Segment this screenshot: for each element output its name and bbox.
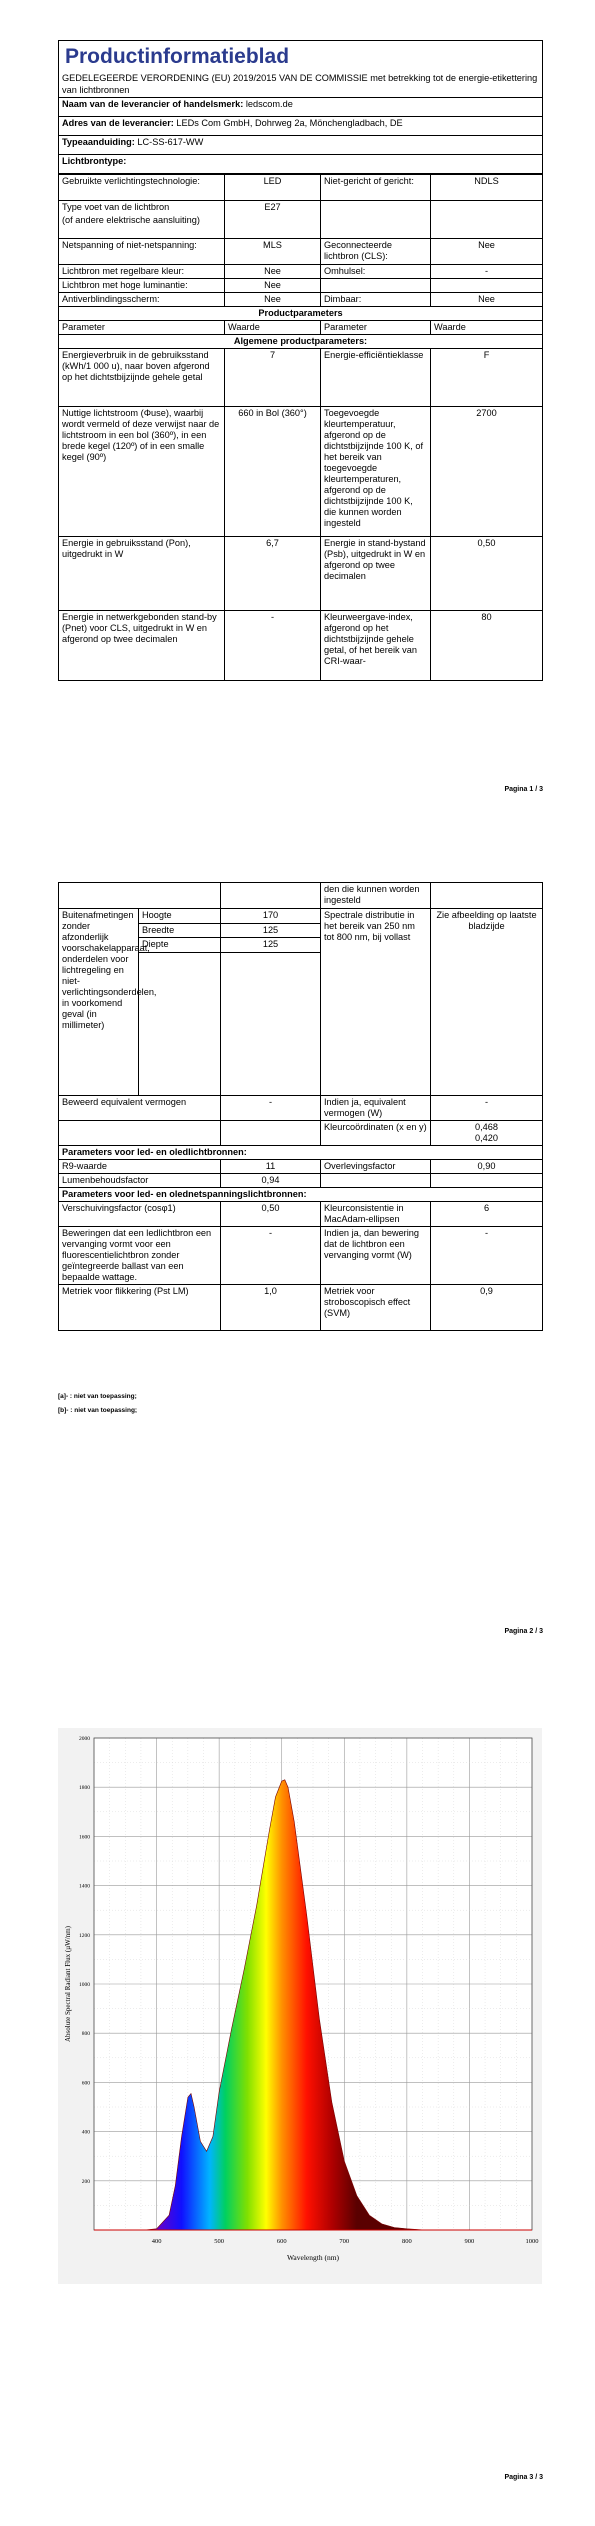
x-tick-label: 600 xyxy=(276,2238,287,2245)
info-sheet-page-2 xyxy=(58,882,542,1331)
chromaticity-row: Kleurcoördinaten (x en y) 0,468 0,420 xyxy=(59,1121,543,1146)
type-row: Lichtbron met hoge luminantie: Nee xyxy=(59,278,543,292)
x-tick-label: 1000 xyxy=(525,2238,539,2245)
led-row: R9-waarde 11 Overlevingsfactor 0,90 xyxy=(59,1160,543,1174)
supplier-name-row: Naam van de leverancier of handelsmerk: ledscom.de xyxy=(59,98,543,117)
continuation-table xyxy=(58,882,543,1331)
footnote-a: [a]- : niet van toepassing; xyxy=(58,1393,137,1400)
page-1 xyxy=(0,0,595,832)
model-row: Typeaanduiding: LC-SS-617-WW xyxy=(59,136,543,155)
led-params-heading: Parameters voor led- en oledlichtbronnen: xyxy=(59,1146,543,1160)
page-3 xyxy=(0,1684,595,2526)
param-row: Energieverbruik in de gebruiksstand (kWh/1 000 u), naar boven afgerond op het dichtstbijzijnde gehele getal 7 Energie-efficiëntieklasse F xyxy=(59,348,543,406)
param-row: Energie in netwerkgebonden stand-by (Pnet) voor CLS, uitgedrukt in W en afgerond op twee decimalen - Kleurweergave-index, afgerond op het dichtstbijzijnde gehele getal, of het bereik van CRI-waar- 80 xyxy=(59,610,543,680)
y-tick-label: 1400 xyxy=(79,1883,90,1890)
param-row: Energie in gebruiksstand (Pon), uitgedrukt in W 6,7 Energie in stand-bystand (Psb), uitgedrukt in W en afgerond op twee decimalen 0,50 xyxy=(59,536,543,610)
x-tick-label: 400 xyxy=(151,2238,162,2245)
type-table xyxy=(58,174,543,681)
x-tick-label: 900 xyxy=(464,2238,475,2245)
type-row: Netspanning of niet-netspanning: MLS Geconnecteerde lichtbron (CLS): Nee xyxy=(59,238,543,264)
page-number: Pagina 1 / 3 xyxy=(504,786,543,793)
mains-params-heading: Parameters voor led- en olednetspanningslichtbronnen: xyxy=(59,1188,543,1202)
param-row: Nuttige lichtstroom (Φuse), waarbij wordt vermeld of deze verwijst naar de lichtstroom in een bol (360º), in een brede kegel (120º) of in een smalle kegel (90º) 660 in Bol (360°) Toegevoegde kleurtemperatuur, afgerond op de dichtstbijzijnde 100 K, of het bereik van toegevoegde kleurtemperaturen, afgerond op de dichtstbijzijnde 100 K, die kunnen worden ingesteld 2700 xyxy=(59,406,543,536)
x-tick-label: 500 xyxy=(214,2238,225,2245)
page-number: Pagina 2 / 3 xyxy=(504,1628,543,1635)
y-tick-label: 1200 xyxy=(79,1932,90,1939)
continuation-row: den die kunnen worden ingesteld xyxy=(59,883,543,909)
mains-row: Verschuivingsfactor (cosφ1) 0,50 Kleurconsistentie in MacAdam-ellipsen 6 xyxy=(59,1202,543,1227)
page-2 xyxy=(0,842,595,1674)
header-table xyxy=(58,40,543,174)
footnote-b: [b]- : niet van toepassing; xyxy=(58,1407,138,1414)
info-sheet-page-1 xyxy=(58,40,542,681)
y-tick-label: 1800 xyxy=(79,1785,90,1792)
product-params-heading: Productparameters xyxy=(59,306,543,320)
y-tick-label: 800 xyxy=(81,2031,90,2038)
type-row: Antiverblindingsscherm: Nee Dimbaar: Nee xyxy=(59,292,543,306)
y-tick-label: 200 xyxy=(81,2178,90,2185)
y-tick-label: 600 xyxy=(81,2080,90,2087)
type-row: (of andere elektrische aansluiting) xyxy=(59,214,543,238)
x-axis-label: Wavelength (nm) xyxy=(286,2253,340,2262)
type-row: Gebruikte verlichtingstechnologie: LED Niet-gericht of gericht: NDLS xyxy=(59,175,543,201)
led-row: Lumenbehoudsfactor 0,94 xyxy=(59,1174,543,1188)
footnotes xyxy=(58,1390,137,1418)
equivalent-row: Beweerd equivalent vermogen - Indien ja, equivalent vermogen (W) - xyxy=(59,1096,543,1121)
dimension-row: Buitenafmetingen zonder afzonderlijk voorschakelapparaat, onderdelen voor lichtregeling en niet-verlichtingsonderdelen, in voorkomend geval (in millimeter) Hoogte 170 Spectrale distributie in het bereik van 250 nm tot 800 nm, bij vollast Zie afbeelding op laatste bladzijde xyxy=(59,909,543,924)
general-params-heading: Algemene productparameters: xyxy=(59,334,543,348)
spectrum-svg xyxy=(58,1728,542,2284)
type-row: Type voet van de lichtbron E27 xyxy=(59,201,543,215)
y-tick-label: 2000 xyxy=(79,1736,90,1742)
light-source-type-row: Lichtbrontype: xyxy=(59,155,543,174)
y-axis-label: Absolute Spectral Radiant Flux (µW/nm) xyxy=(64,1925,72,2043)
page-title: Productinformatieblad xyxy=(59,41,543,72)
y-tick-label: 400 xyxy=(81,2129,90,2136)
dimensions-label: Buitenafmetingen zonder afzonderlijk voorschakelapparaat, onderdelen voor lichtregeling en niet-verlichtingsonderdelen, in voorkomend geval (in millimeter) xyxy=(59,909,139,1096)
supplier-address-row: Adres van de leverancier: LEDs Com GmbH, Dohrweg 2a, Mönchengladbach, DE xyxy=(59,117,543,136)
dimension-row: Breedte 125 xyxy=(59,923,543,938)
page-number: Pagina 3 / 3 xyxy=(504,2474,543,2481)
spectrum-chart xyxy=(58,1728,542,2284)
x-tick-label: 800 xyxy=(401,2238,412,2245)
regulation-subtitle: GEDELEGEERDE VERORDENING (EU) 2019/2015 VAN DE COMMISSIE met betrekking tot de energie-etikettering van lichtbronnen xyxy=(59,71,543,98)
y-tick-label: 1000 xyxy=(79,1982,90,1988)
type-row: Lichtbron met regelbare kleur: Nee Omhulsel: - xyxy=(59,264,543,278)
dimension-row: Diepte 125 xyxy=(59,938,543,953)
params-header-row: Parameter Waarde Parameter Waarde xyxy=(59,320,543,334)
mains-row: Metriek voor flikkering (Pst LM) 1,0 Metriek voor stroboscopisch effect (SVM) 0,9 xyxy=(59,1285,543,1331)
y-tick-label: 1600 xyxy=(79,1834,90,1841)
x-tick-label: 700 xyxy=(339,2238,350,2245)
mains-row: Beweringen dat een ledlichtbron een vervanging vormt voor een fluorescentielichtbron zonder geïntegreerde ballast van een bepaalde wattage. - Indien ja, dan bewering dat de lichtbron een vervanging vormt (W) - xyxy=(59,1227,543,1285)
